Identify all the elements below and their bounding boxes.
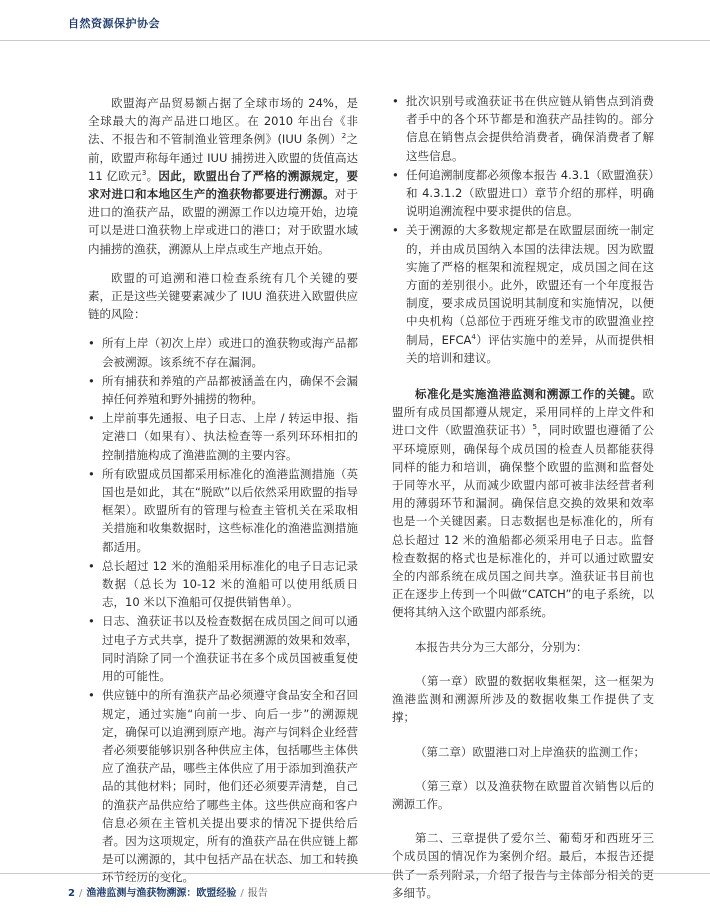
text: ，同时欧盟也遵循了公平环境原则，确保每个成员国的检查人员都能获得同样的能力和培训，确保整个欧盟的监测和监督处于同等水平，从而减少欧盟内部可被非法经营者利用的薄弱环节和漏洞。确保信息交换的效果和效率也是一个关键因素。日志数据也是标准化的，所有总长超过 12 米的渔船都必须采用电子日志。监督检查数据的格式也是标准化的，并可以通过欧盟安全的内部系统在成员国之间共享。渔获证书目前也正在逐步上传到一个叫做“CATCH”的电子系统，以便将其纳入这个欧盟内部系统。 bbox=[392, 423, 655, 620]
separator: / bbox=[240, 888, 244, 899]
right-column bbox=[392, 92, 654, 913]
report-title: 渔港监测与渔获物溯源：欧盟经验 bbox=[86, 888, 237, 899]
left-column bbox=[88, 94, 358, 897]
footer-line bbox=[68, 884, 268, 899]
key-elements-paragraph: 欧盟的可追溯和港口检查系统有几个关键的要素，正是这些关键要素减少了 IUU 渔获进入欧盟供应链的风险： bbox=[88, 270, 358, 322]
page-header bbox=[0, 0, 710, 41]
standardization-paragraph bbox=[392, 385, 654, 622]
text: 之前，欧盟声称每年通过 IUU 捕捞进入欧盟的货值高达 11 亿欧元 bbox=[88, 132, 358, 183]
text: 欧盟所有成员国都遵从规定，采用同样的上岸文件和进口文件（欧盟渔获证书） bbox=[392, 387, 654, 438]
chapter-two-summary: （第二章）欧盟港口对上岸渔获的监测工作； bbox=[415, 744, 645, 759]
report-structure-intro: 本报告共分为三大部分，分别为： bbox=[415, 639, 588, 654]
organization-name: 自然资源保护协会 bbox=[68, 17, 160, 30]
bold-text: 因此，欧盟出台了严格的溯源规定，要求对进口和本地区生产的渔获物都要进行溯源。 bbox=[88, 168, 359, 202]
list-item: • 上岸前事先通报、电子日志、上岸 / 转运申报、指定港口（如果有）、执法检查等一系列环环相扣的控制措施构成了渔港监测的主要内容。 bbox=[88, 409, 358, 464]
list-item: • 所有捕获和养殖的产品都被涵盖在内，确保不会漏掉任何养殖和野外捕捞的物种。 bbox=[88, 372, 358, 408]
footnote-ref[interactable]: 3 bbox=[141, 168, 147, 177]
bold-text: 标准化是实施渔港监测和溯源工作的关键。 bbox=[415, 387, 643, 402]
right-bullet-list bbox=[392, 92, 654, 367]
text: 对于进口的渔获产品，欧盟的溯源工作以边境开始，边境可以是进口渔获物上岸或进口的港口；对于欧盟水域内捕捞的渔获，溯源从上岸点或生产地点开始。 bbox=[88, 187, 358, 256]
text: 关于溯源的大多数规定都是在欧盟层面统一制定的，并由成员国纳入本国的法律法规。因为欧盟实施了严格的框架和流程规定，成员国之间在这方面的差别很小。此外，欧盟还有一个年度报告制度，要求成员国说明其制度和实施情况，以便中央机构（总部位于西班牙维戈市的欧盟渔业控制局，EFCA bbox=[406, 223, 654, 347]
list-item: • 所有欧盟成员国都采用标准化的渔港监测措施（英国也是如此，其在“脱欧”以后依然采用欧盟的指导框架）。欧盟所有的管理与检查主管机关在采取相关措施和收集数据时，这些标准化的渔港监测措施都适用。 bbox=[88, 465, 358, 556]
page-number: 2 bbox=[68, 888, 75, 899]
list-item bbox=[392, 221, 654, 367]
list-item: • 总长超过 12 米的渔船采用标准化的电子日志记录数据（总长为 10-12 米的渔船可以使用纸质日志，10 米以下渔船可仅提供销售单）。 bbox=[88, 557, 358, 612]
list-item: • 批次识别号或渔获证书在供应链从销售点到消费者手中的各个环节都是和渔获产品挂钩的。部分信息在销售点会提供给消费者，确保消费者了解这些信息。 bbox=[392, 92, 654, 165]
case-study-paragraph: 第二、三章提供了爱尔兰、葡萄牙和西班牙三个成员国的情况作为案例介绍。最后，本报告还提供了一系列附录，介绍了报告与主体部分相关的更多细节。 bbox=[392, 831, 654, 900]
text: ）评估实施中的差异，从而提供相关的培训和建议。 bbox=[406, 332, 654, 365]
footnote-ref[interactable]: 4 bbox=[471, 332, 476, 341]
report-label: 报告 bbox=[247, 888, 268, 899]
separator: / bbox=[78, 888, 83, 899]
text: 。 bbox=[146, 168, 159, 183]
list-item: • 所有上岸（初次上岸）或进口的渔获物或海产品都会被溯源。该系统不存在漏洞。 bbox=[88, 334, 358, 370]
footnote-ref[interactable]: 5 bbox=[532, 423, 537, 432]
left-bullet-list bbox=[88, 334, 358, 886]
intro-paragraph bbox=[88, 94, 358, 258]
list-item: • 供应链中的所有渔获产品必须遵守食品安全和召回规定，通过实施“向前一步、向后一步”的溯源规定，确保可以追溯到原产地。海产与饲料企业经营者必须要能够识别各种供应主体，包括哪些主体供应了渔获产品，哪些主体供应了用于添加到渔获产品的其他材料；同时，他们还必须要弄清楚，自己的渔获产品供应给了哪些主体。这些供应商和客户信息必须在主管机关提出要求的情况下提供给后者。因为这项规定，所有的渔获产品在供应链上都是可以溯源的，其中包括产品在状态、加工和转换环节经历的变化。 bbox=[88, 686, 358, 886]
list-item: • 任何追溯制度都必须像本报告 4.3.1（欧盟渔获）和 4.3.1.2（欧盟进口）章节介绍的那样，明确说明追溯流程中要求提供的信息。 bbox=[392, 166, 654, 221]
footnote-ref[interactable]: 2 bbox=[341, 132, 347, 141]
text: 欧盟海产品贸易额占据了全球市场的 24%，是全球最大的海产品进口地区。在 2010 年出台《非法、不报告和不管制渔业管理条例》(IUU 条例） bbox=[88, 96, 358, 147]
list-item: • 日志、渔获证书以及检查数据在成员国之间可以通过电子方式共享，提升了数据溯源的效果和效率，同时消除了同一个渔获证书在多个成员国被重复使用的可能性。 bbox=[88, 612, 358, 685]
chapter-three-summary: （第三章）以及渔获物在欧盟首次销售以后的溯源工作。 bbox=[392, 778, 654, 811]
chapter-one-summary: （第一章）欧盟的数据收集框架，这一框架为渔港监测和溯源所涉及的数据收集工作提供了支撑； bbox=[392, 673, 654, 725]
page-footer bbox=[0, 873, 710, 919]
